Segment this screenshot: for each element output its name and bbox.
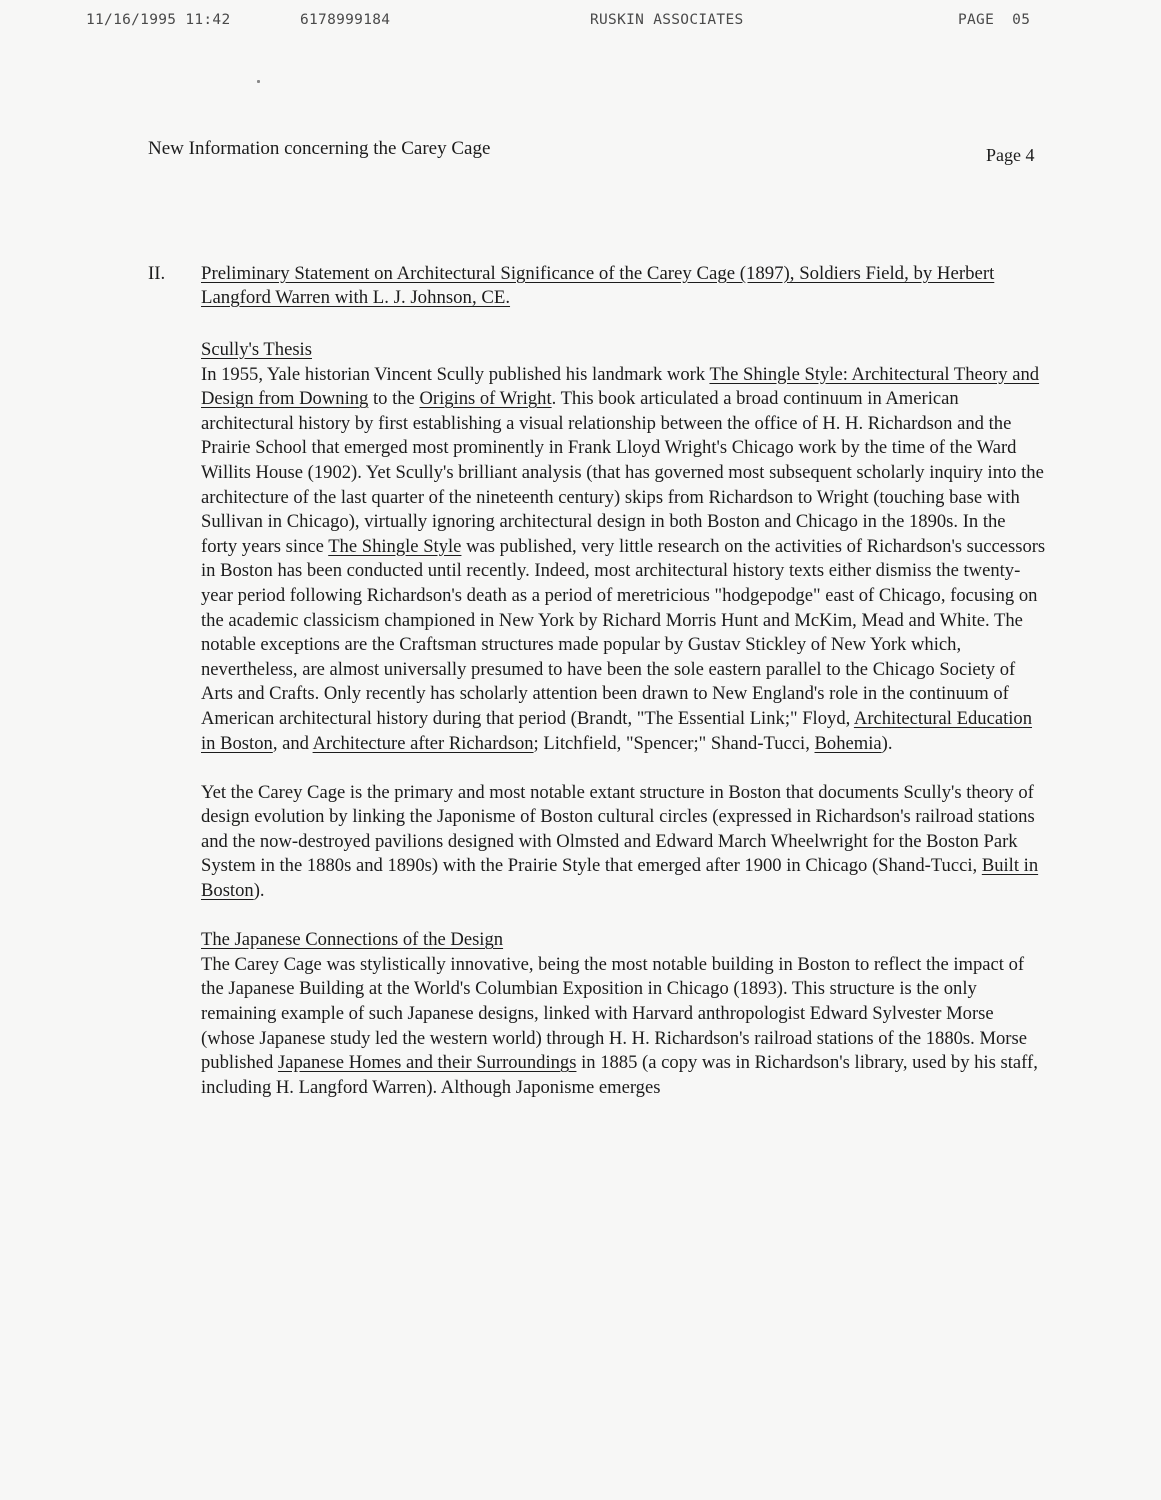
fax-sender: RUSKIN ASSOCIATES (590, 12, 744, 28)
text-run: ; Litchfield, "Spencer;" Shand-Tucci, (533, 732, 815, 754)
fax-transmission-header (0, 12, 1161, 36)
cited-title: The Shingle Style (328, 535, 462, 557)
fax-page-number: PAGE 05 (958, 12, 1031, 28)
scan-speck (257, 80, 260, 83)
text-run: In 1955, Yale historian Vincent Scully published his landmark work (201, 363, 710, 385)
text-run: ). (253, 880, 265, 902)
section-numeral: II. (148, 263, 166, 284)
paragraph (201, 953, 1046, 1101)
text-run: Yet the Carey Cage is the primary and most notable extant structure in Boston that documents Scully's theory of design evolution by linking the Japonisme of Boston cultural circles (expressed in Richardson's railroad stations and the now-destroyed pavilions designed with Olmsted and Edward March Wheelwright for the Boston Park System in the 1880s and 1890s) with the Prairie Style that emerged after 1900 in Chicago (Shand-Tucci, (201, 781, 1035, 877)
paragraph (201, 363, 1046, 757)
text-run: ). (881, 732, 893, 754)
subheading-japanese-connections: The Japanese Connections of the Design (201, 929, 504, 951)
document-body (201, 338, 1046, 1100)
text-run: was published, very little research on the activities of Richardson's successors in Boston has been conducted until recently. Indeed, most architectural history texts either dismiss the twenty-year period following Richardson's death as a period of meretricious "hodgepodge" east of Chicago, focusing on the academic classicism championed in New York by Richard Morris Hunt and McKim, Mead and White. The notable exceptions are the Craftsman structures made popular by Gustav Stickley of New York which, nevertheless, are almost universally presumed to have been the sole eastern parallel to the Chicago Society of Arts and Crafts. Only recently has scholarly attention been drawn to New England's role in the continuum of American architectural history during that period (Brandt, "The Essential Link;" Floyd, (201, 535, 1046, 729)
text-run: to the (368, 388, 420, 410)
text-run: . This book articulated a broad continuum in American architectural history by first establishing a visual relationship between the office of H. H. Richardson and the Prairie School that emerged most prominently in Frank Lloyd Wright's Chicago work by the time of the Ward Willits House (1902). Yet Scully's brilliant analysis (that has governed most subsequent scholarly inquiry into the architecture of the last quarter of the nineteenth century) skips from Richardson to Wright (touching base with Sullivan in Chicago), virtually ignoring architectural design in both Boston and Chicago in the 1890s. In the forty years since (201, 388, 1044, 557)
cited-title: Bohemia (814, 732, 882, 754)
running-head-title: New Information concerning the Carey Cage (148, 138, 491, 159)
paragraph-gap (201, 756, 1046, 781)
text-run: in 1885 (a copy was in Richardson's library, used by his staff, including H. Langford Warren). Although Japonisme emerges (201, 1052, 1038, 1098)
subheading-scullys-thesis: Scully's Thesis (201, 339, 312, 360)
cited-title: Japanese Homes and their Surroundings (277, 1052, 577, 1074)
text-run: , and (272, 732, 313, 754)
cited-title: Architectural Education in Boston (201, 707, 1033, 754)
fax-phone-number: 6178999184 (300, 12, 391, 28)
cited-title: Origins of Wright (419, 388, 552, 410)
section-title: Preliminary Statement on Architectural Significance of the Carey Cage (1897), Soldiers Field, by Herbert Langford Warren with L. J. Johnson, CE. (201, 263, 995, 308)
fax-datetime: 11/16/1995 11:42 (86, 12, 231, 28)
text-run: The Carey Cage was stylistically innovative, being the most notable building in Boston to reflect the impact of the Japanese Building at the World's Columbian Exposition in Chicago (1893). This structure is the only remaining example of such Japanese designs, linked with Harvard anthropologist Edward Sylvester Morse (whose Japanese study led the western world) through H. H. Richardson's railroad stations of the 1880s. Morse published (201, 953, 1027, 1074)
paragraph (201, 781, 1046, 904)
paragraph-gap (201, 904, 1046, 929)
cited-title: Architecture after Richardson (312, 732, 534, 754)
cited-title: The Shingle Style: Architectural Theory and Design from Downing (201, 363, 1040, 410)
running-head-page-number: Page 4 (986, 145, 1035, 165)
cited-title: Built in Boston (201, 855, 1039, 902)
